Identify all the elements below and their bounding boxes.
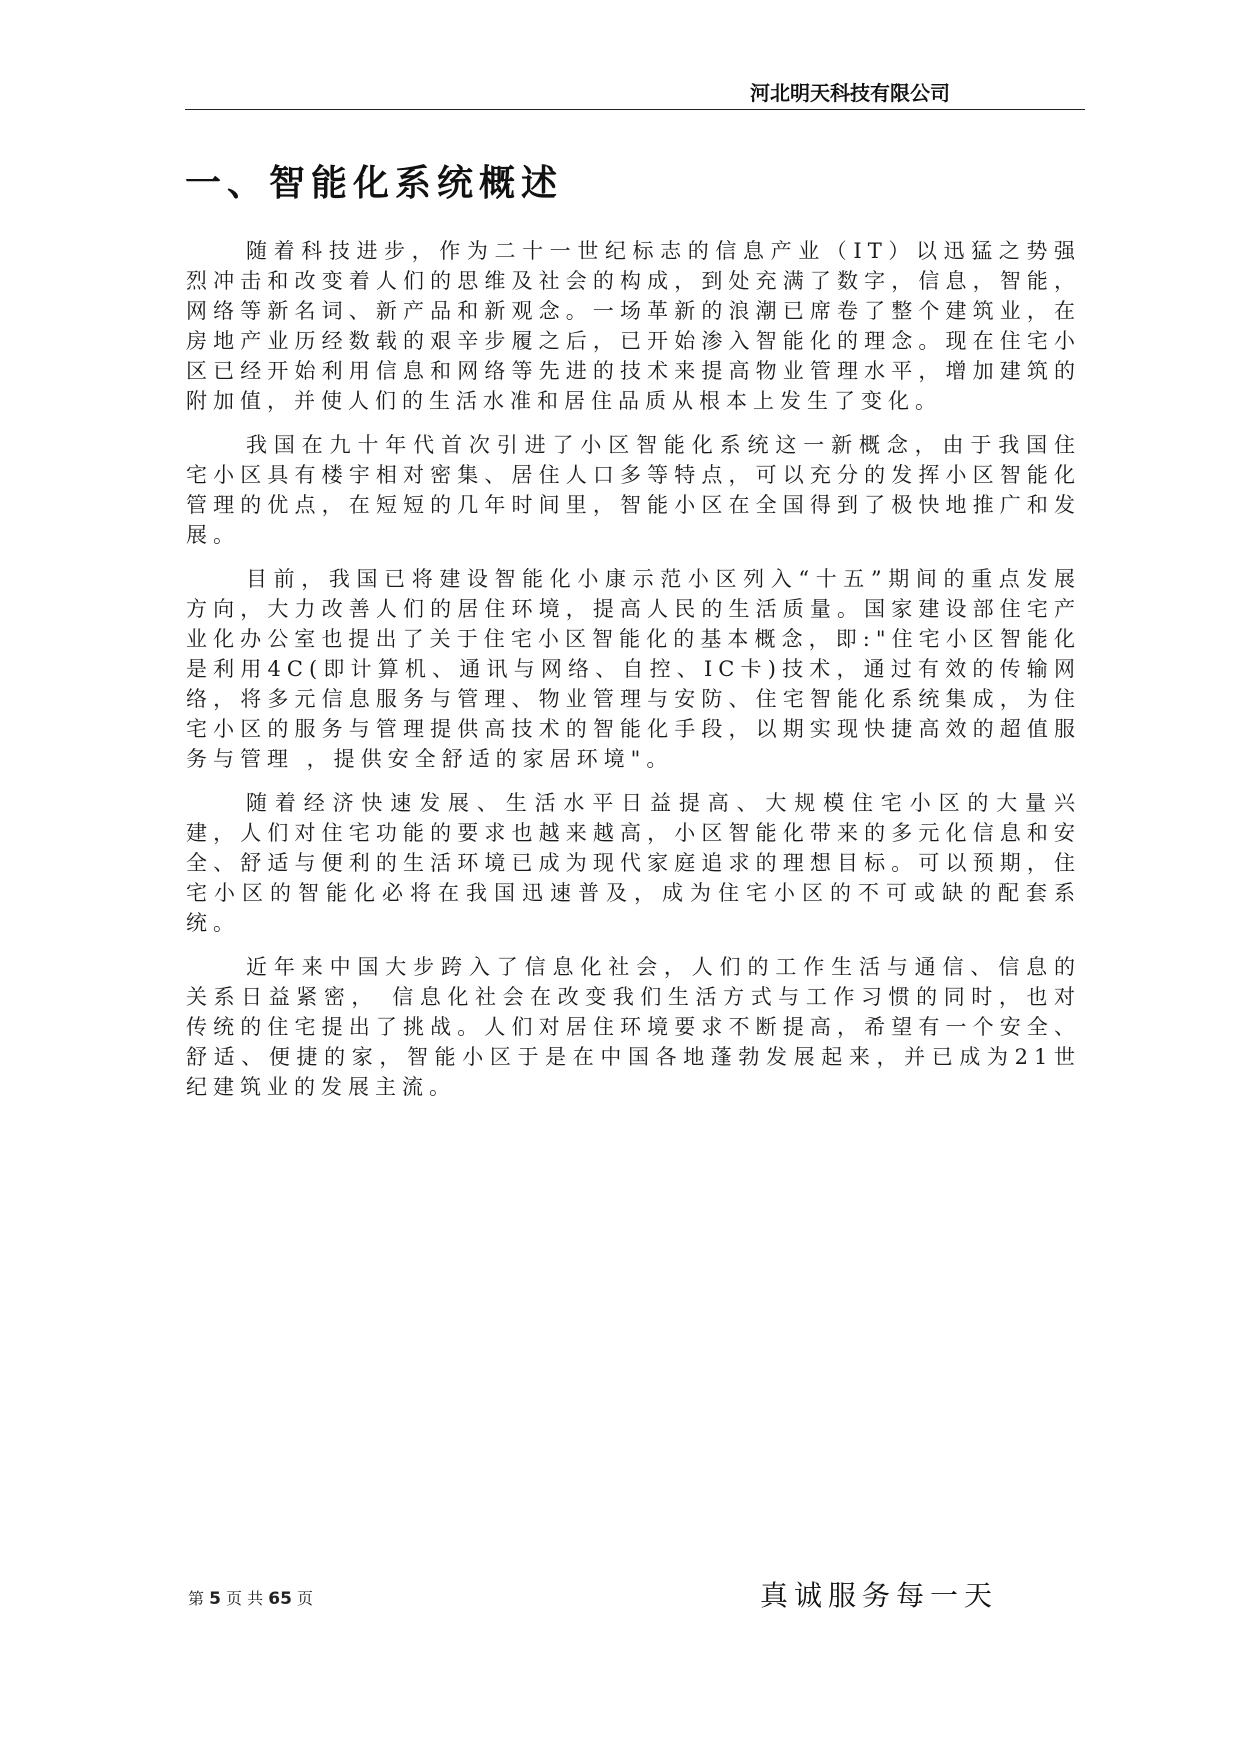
- section-title: 一、智能化系统概述: [185, 163, 564, 204]
- paragraph: 随着科技进步，作为二十一世纪标志的信息产业（IT）以迅猛之势强烈冲击和改变着人们的思维及社会的构成，到处充满了数字，信息，智能，网络等新名词、新产品和新观念。一场革新的浪潮已席卷了整个建筑业，在房地产业历经数载的艰辛步履之后，已开始渗入智能化的理念。现在住宅小区已经开始利用信息和网络等先进的技术来提高物业管理水平，增加建筑的附加值，并使人们的生活水准和居住品质从根本上发生了变化。: [186, 239, 1081, 413]
- page-prefix: 第: [188, 1589, 205, 1608]
- header-company-name: 河北明天科技有限公司: [750, 81, 950, 105]
- paragraph: 随着经济快速发展、生活水平日益提高、大规模住宅小区的大量兴建，人们对住宅功能的要求也越来越高，小区智能化带来的多元化信息和安全、舒适与便利的生活环境已成为现代家庭追求的理想目标。可以预期，住宅小区的智能化必将在我国迅速普及，成为住宅小区的不可或缺的配套系统。: [186, 791, 1081, 935]
- paragraph: 近年来中国大步跨入了信息化社会，人们的工作生活与通信、信息的关系日益紧密， 信息化社会在改变我们生活方式与工作习惯的同时，也对传统的住宅提出了挑战。人们对居住环境要求不断提高，希望有一个安全、舒适、便捷的家，智能小区于是在中国各地蓬勃发展起来，并已成为21世纪建筑业的发展主流。: [186, 955, 1081, 1099]
- page-suffix: 页: [297, 1589, 314, 1608]
- paragraph: 目前，我国已将建设智能化小康示范小区列入“十五”期间的重点发展方向，大力改善人们的居住环境，提高人民的生活质量。国家建设部住宅产业化办公室也提出了关于住宅小区智能化的基本概念，即:"住宅小区智能化是利用4C(即计算机、通讯与网络、自控、IC卡)技术，通过有效的传输网络，将多元信息服务与管理、物业管理与安防、住宅智能化系统集成，为住宅小区的服务与管理提供高技术的智能化手段，以期实现快捷高效的超值服务与管理 ，提供安全舒适的家居环境"。: [186, 567, 1081, 771]
- body-text: [186, 236, 1081, 1116]
- page-middle: 页 共: [226, 1589, 264, 1608]
- header-divider: [185, 109, 1085, 110]
- page-current: 5: [209, 1589, 221, 1609]
- paragraph: 我国在九十年代首次引进了小区智能化系统这一新概念，由于我国住宅小区具有楼宇相对密集、居住人口多等特点，可以充分的发挥小区智能化管理的优点，在短短的几年时间里，智能小区在全国得到了极快地推广和发展。: [186, 433, 1081, 547]
- page-number: [188, 1588, 313, 1610]
- page-total: 65: [268, 1589, 292, 1609]
- footer-slogan: 真诚服务每一天: [760, 1579, 999, 1612]
